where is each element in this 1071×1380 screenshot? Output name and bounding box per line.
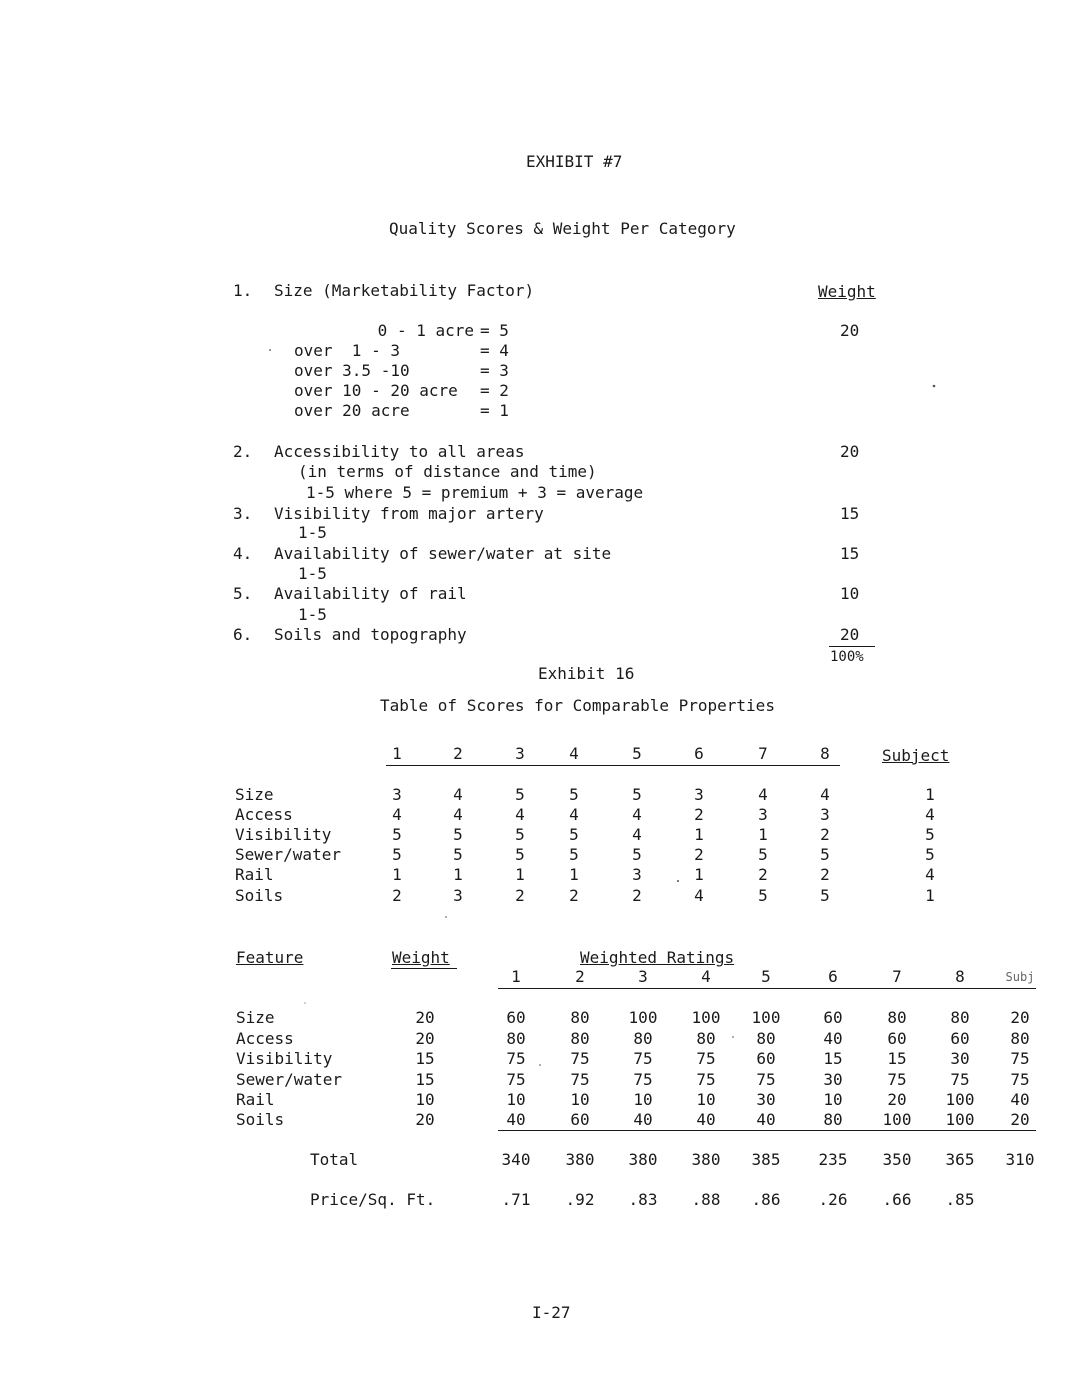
weighted-cell: 80: [1010, 1029, 1030, 1048]
weighted-row-label: Access: [236, 1029, 294, 1048]
scores-cell: 5: [569, 825, 579, 844]
total-cell: 350: [882, 1150, 912, 1169]
scores-cell: 5: [515, 845, 525, 864]
scores-cell: 4: [632, 805, 642, 824]
weighted-cell: 60: [756, 1049, 776, 1068]
page-number: I-27: [532, 1303, 571, 1322]
weighted-row-weight: 10: [415, 1090, 435, 1109]
scores-cell: 1: [758, 825, 768, 844]
scores-cell: 2: [569, 886, 579, 905]
scores-cell: 5: [392, 845, 402, 864]
size-score-2: = 4: [480, 341, 509, 360]
size-weight: 20: [840, 321, 860, 340]
scores-subject-cell: 4: [925, 805, 935, 824]
weighted-cell: 40: [823, 1029, 843, 1048]
weighted-cell: 80: [506, 1029, 526, 1048]
scores-cell: 2: [392, 886, 402, 905]
scores-cell: 1: [694, 825, 704, 844]
weighted-column-header: 5: [761, 967, 771, 986]
weighted-cell: 60: [887, 1029, 907, 1048]
item-6-number: 6.: [233, 625, 253, 644]
weighted-row-label: Soils: [236, 1110, 285, 1129]
scores-cell: 2: [820, 865, 830, 884]
weighted-cell: 100: [691, 1008, 721, 1027]
weighted-cell: 60: [823, 1008, 843, 1027]
scores-cell: 1: [392, 865, 402, 884]
scores-cell: 2: [694, 845, 704, 864]
total-cell: 380: [691, 1150, 721, 1169]
item-5-scale: 1-5: [298, 605, 327, 624]
price-cell: .92: [565, 1190, 595, 1209]
item-5-weight: 10: [840, 584, 860, 603]
weighted-cell: 80: [696, 1029, 716, 1048]
weighted-cell: 75: [633, 1070, 653, 1089]
price-cell: .83: [628, 1190, 658, 1209]
scores-column-header: 6: [694, 744, 704, 763]
weighted-row-label: Visibility: [236, 1049, 333, 1068]
scores-cell: 1: [569, 865, 579, 884]
total-cell: 365: [945, 1150, 975, 1169]
size-range-2: over 1 - 3: [294, 341, 400, 360]
total-cell: 340: [501, 1150, 531, 1169]
item-2-label: Accessibility to all areas: [274, 442, 525, 461]
weighted-cell: 75: [1010, 1070, 1030, 1089]
price-label: Price/Sq. Ft.: [310, 1190, 436, 1209]
item-2-note-1: (in terms of distance and time): [298, 462, 597, 481]
exhibit7-subtitle: Quality Scores & Weight Per Category: [389, 219, 736, 238]
weighted-cell: 75: [1010, 1049, 1030, 1068]
weighted-cell: 75: [570, 1049, 590, 1068]
weighted-cell: 40: [1010, 1090, 1030, 1109]
scores-cell: 4: [392, 805, 402, 824]
scores-cell: 2: [820, 825, 830, 844]
weighted-cell: 80: [756, 1029, 776, 1048]
scores-cell: 2: [632, 886, 642, 905]
scores-cell: 5: [453, 845, 463, 864]
weighted-row-label: Size: [236, 1008, 275, 1027]
weighted-cell: 100: [751, 1008, 781, 1027]
weighted-cell: 100: [882, 1110, 912, 1129]
scores-header-rule: [386, 765, 840, 766]
scores-cell: 5: [569, 845, 579, 864]
weighted-row-weight: 15: [415, 1070, 435, 1089]
weight-header: Weight: [392, 948, 450, 967]
weighted-cell: 75: [506, 1070, 526, 1089]
scores-row-label: Visibility: [235, 825, 332, 844]
weighted-cell: 80: [887, 1008, 907, 1027]
scores-row-label: Sewer/water: [235, 845, 341, 864]
item-6-weight: 20: [840, 625, 860, 644]
item-5-number: 5.: [233, 584, 253, 603]
weighted-cell: 75: [633, 1049, 653, 1068]
weighted-cell: 10: [506, 1090, 526, 1109]
scores-row-label: Soils: [235, 886, 284, 905]
price-cell: .85: [945, 1190, 975, 1209]
weighted-column-header: 4: [701, 967, 711, 986]
weighted-cell: 80: [633, 1029, 653, 1048]
size-range-1: 0 - 1 acre: [377, 321, 474, 340]
scores-cell: 4: [453, 785, 463, 804]
scores-cell: 4: [632, 825, 642, 844]
scores-subject-cell: 5: [925, 825, 935, 844]
scores-row-label: Rail: [235, 865, 274, 884]
weighted-cell: 60: [950, 1029, 970, 1048]
weight-column-header: Weight: [818, 282, 876, 301]
total-cell: 380: [565, 1150, 595, 1169]
scores-subject-cell: 1: [925, 886, 935, 905]
weighted-row-weight: 20: [415, 1008, 435, 1027]
weighted-row-label: Rail: [236, 1090, 275, 1109]
weighted-cell: 80: [823, 1110, 843, 1129]
weighted-cell: 100: [628, 1008, 658, 1027]
scores-subject-cell: 4: [925, 865, 935, 884]
weighted-cell: 60: [570, 1110, 590, 1129]
weighted-cell: 10: [823, 1090, 843, 1109]
weighted-row-weight: 20: [415, 1110, 435, 1129]
scores-cell: 4: [515, 805, 525, 824]
scores-cell: 2: [694, 805, 704, 824]
price-cell: .26: [818, 1190, 848, 1209]
scores-column-header: 4: [569, 744, 579, 763]
totals-rule: [498, 1130, 1036, 1131]
weighted-cell: 10: [570, 1090, 590, 1109]
weighted-cell: 40: [633, 1110, 653, 1129]
weighted-cell: 80: [950, 1008, 970, 1027]
item-4-number: 4.: [233, 544, 253, 563]
weighted-row-label: Sewer/water: [236, 1070, 342, 1089]
weighted-column-header: Subj: [1005, 970, 1035, 984]
item-3-scale: 1-5: [298, 523, 327, 542]
item-2-weight: 20: [840, 442, 860, 461]
size-score-1: = 5: [480, 321, 509, 340]
total-cell: 310: [1005, 1150, 1035, 1169]
weighted-cell: 15: [887, 1049, 907, 1068]
total-cell: 385: [751, 1150, 781, 1169]
weighted-cell: 20: [1010, 1110, 1030, 1129]
price-cell: .86: [751, 1190, 781, 1209]
weighted-cell: 20: [1010, 1008, 1030, 1027]
scores-column-header: 8: [820, 744, 830, 763]
scores-cell: 5: [569, 785, 579, 804]
scores-cell: 1: [694, 865, 704, 884]
item-4-label: Availability of sewer/water at site: [274, 544, 612, 563]
scores-row-label: Access: [235, 805, 293, 824]
scores-cell: 3: [694, 785, 704, 804]
weighted-cell: 80: [570, 1029, 590, 1048]
item-3-weight: 15: [840, 504, 860, 523]
weighted-cell: 100: [945, 1090, 975, 1109]
weighted-column-header: 1: [511, 967, 521, 986]
weighted-cell: 75: [696, 1070, 716, 1089]
scores-cell: 4: [694, 886, 704, 905]
price-cell: .88: [691, 1190, 721, 1209]
scores-cell: 2: [515, 886, 525, 905]
weighted-row-weight: 20: [415, 1029, 435, 1048]
weighted-row-weight: 15: [415, 1049, 435, 1068]
scores-column-header: 1: [392, 744, 402, 763]
item-4-weight: 15: [840, 544, 860, 563]
scores-cell: 3: [632, 865, 642, 884]
scores-subject-cell: 1: [925, 785, 935, 804]
size-range-5: over 20 acre: [294, 401, 410, 420]
price-cell: .66: [882, 1190, 912, 1209]
scores-cell: 5: [820, 845, 830, 864]
item-3-label: Visibility from major artery: [274, 504, 544, 523]
scores-cell: 3: [820, 805, 830, 824]
weighted-column-header: 8: [955, 967, 965, 986]
scores-subject-header: Subject: [882, 746, 950, 765]
scores-cell: 3: [453, 886, 463, 905]
scores-cell: 2: [758, 865, 768, 884]
item-6-label: Soils and topography: [274, 625, 467, 644]
weighted-cell: 30: [756, 1090, 776, 1109]
weighted-column-header: 6: [828, 967, 838, 986]
item-2-note-2: 1-5 where 5 = premium + 3 = average: [306, 483, 644, 502]
weighted-cell: 75: [950, 1070, 970, 1089]
weighted-cell: 30: [950, 1049, 970, 1068]
weighted-cell: 75: [887, 1070, 907, 1089]
weighted-cell: 60: [506, 1008, 526, 1027]
scores-cell: 5: [758, 845, 768, 864]
weighted-cell: 75: [696, 1049, 716, 1068]
weighted-column-header: 3: [638, 967, 648, 986]
exhibit16-title: Exhibit 16: [538, 664, 635, 683]
scores-cell: 4: [453, 805, 463, 824]
scores-cell: 4: [820, 785, 830, 804]
scores-column-header: 3: [515, 744, 525, 763]
size-score-3: = 3: [480, 361, 509, 380]
exhibit16-subtitle: Table of Scores for Comparable Properties: [380, 696, 775, 715]
weighted-cell: 10: [696, 1090, 716, 1109]
item-4-scale: 1-5: [298, 564, 327, 583]
size-range-4: over 10 - 20 acre: [294, 381, 458, 400]
weighted-cell: 40: [756, 1110, 776, 1129]
weight-total: 100%: [830, 649, 864, 665]
size-score-4: = 2: [480, 381, 509, 400]
item-2-number: 2.: [233, 442, 253, 461]
weighted-cell: 10: [633, 1090, 653, 1109]
exhibit7-title: EXHIBIT #7: [526, 152, 623, 171]
weighted-cell: 40: [506, 1110, 526, 1129]
size-range-3: over 3.5 -10: [294, 361, 410, 380]
price-cell: .71: [501, 1190, 531, 1209]
scores-cell: 4: [569, 805, 579, 824]
scores-row-label: Size: [235, 785, 274, 804]
size-score-5: = 1: [480, 401, 509, 420]
scores-cell: 5: [632, 845, 642, 864]
scores-column-header: 7: [758, 744, 768, 763]
scores-subject-cell: 5: [925, 845, 935, 864]
weighted-cell: 30: [823, 1070, 843, 1089]
scores-cell: 5: [515, 825, 525, 844]
scores-cell: 3: [758, 805, 768, 824]
item-3-number: 3.: [233, 504, 253, 523]
weighted-cell: 75: [756, 1070, 776, 1089]
feature-header: Feature: [236, 948, 304, 967]
scores-cell: 5: [453, 825, 463, 844]
item-1-number: 1.: [233, 281, 253, 300]
weighted-column-header: 2: [575, 967, 585, 986]
scores-cell: 5: [515, 785, 525, 804]
scores-cell: 5: [758, 886, 768, 905]
weighted-cell: 75: [570, 1070, 590, 1089]
scores-cell: 5: [392, 825, 402, 844]
weighted-ratings-header: Weighted Ratings: [580, 948, 735, 967]
weighted-column-header: 7: [892, 967, 902, 986]
weighted-ratings-rule: [498, 988, 1036, 989]
total-label: Total: [310, 1150, 359, 1169]
weighted-cell: 20: [887, 1090, 907, 1109]
scores-cell: 1: [453, 865, 463, 884]
weighted-cell: 80: [570, 1008, 590, 1027]
scores-cell: 3: [392, 785, 402, 804]
scores-column-header: 2: [453, 744, 463, 763]
weight-header-rule: [391, 968, 457, 969]
total-cell: 380: [628, 1150, 658, 1169]
weighted-cell: 15: [823, 1049, 843, 1068]
scores-cell: 5: [820, 886, 830, 905]
item-1-label: Size (Marketability Factor): [274, 281, 535, 300]
scores-cell: 4: [758, 785, 768, 804]
weighted-cell: 40: [696, 1110, 716, 1129]
total-cell: 235: [818, 1150, 848, 1169]
scores-cell: 5: [632, 785, 642, 804]
scores-cell: 1: [515, 865, 525, 884]
item-5-label: Availability of rail: [274, 584, 467, 603]
scores-column-header: 5: [632, 744, 642, 763]
weighted-cell: 75: [506, 1049, 526, 1068]
weighted-cell: 100: [945, 1110, 975, 1129]
